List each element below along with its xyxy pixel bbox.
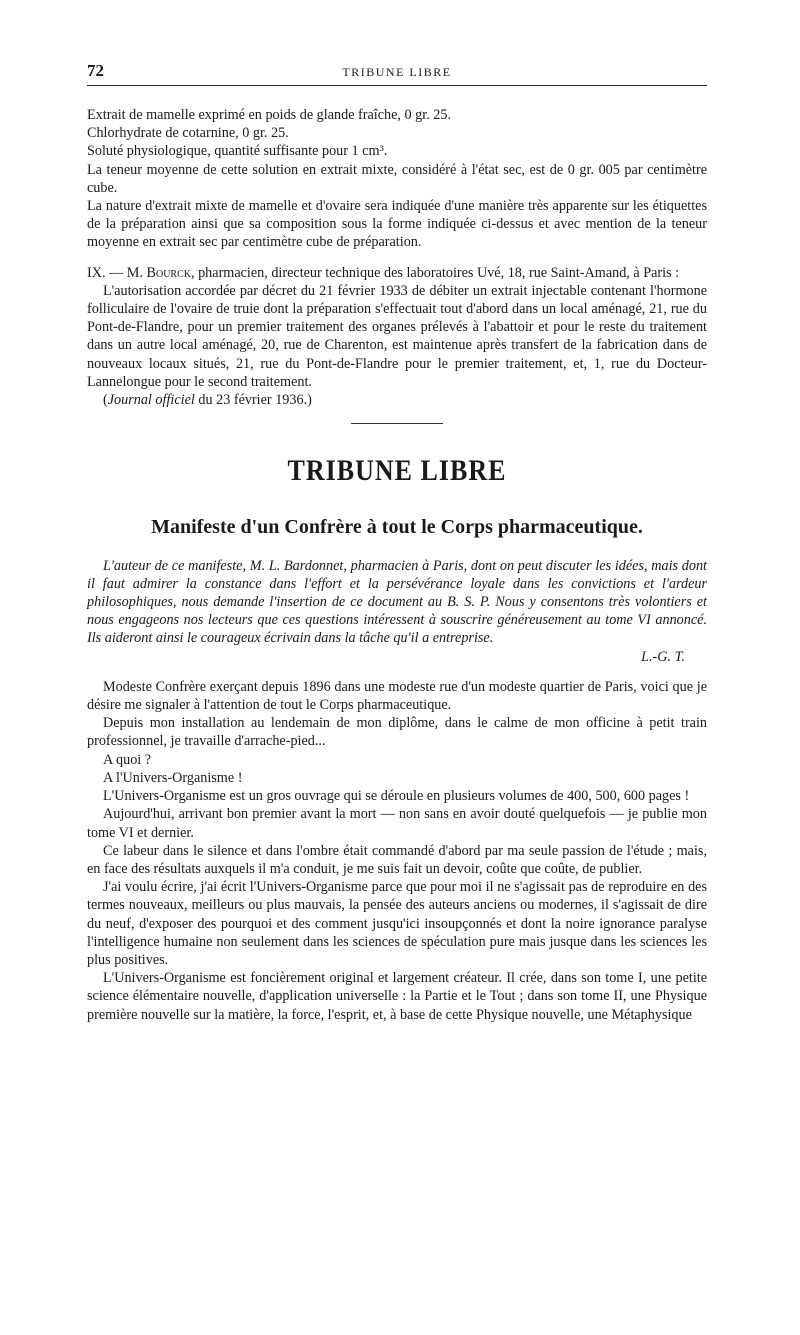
formula-line: Extrait de mamelle exprimé en poids de glande fraîche, 0 gr. 25. <box>87 107 452 123</box>
paragraph: La teneur moyenne de cette solution en extrait mixte, considéré à l'état sec, est de 0 gr. 005 par centimètre cube. <box>87 161 707 196</box>
source-citation: (Journal officiel du 23 février 1936.) <box>103 392 312 409</box>
paragraph: J'ai voulu écrire, j'ai écrit l'Univers-Organisme parce que pour moi il ne s'agissait pas de reproduire en des termes nouveaux, meilleurs ou plus mauvais, la pensée des auteurs anciens ou modernes, il s'agissait de dire du neuf, d'exposer des pourquoi et des comment jusqu'ici insoupçonnés et dont la noire ignorance paralyse l'intelligence humaine non seulement dans les sciences de spéculation pure mais jusque dans les sciences les plus positives. <box>87 879 707 968</box>
paragraph: A quoi ? <box>103 751 152 768</box>
item-ix-heading: IX. — M. Bourck, pharmacien, directeur technique des laboratoires Uvé, 18, rue Saint-Amand, à Paris : <box>87 264 680 281</box>
formula-line: Chlorhydrate de cotarnine, 0 gr. 25. <box>87 125 289 142</box>
paragraph: L'Univers-Organisme est un gros ouvrage qui se déroule en plusieurs volumes de 400, 500, 600 pages ! <box>103 788 690 805</box>
paragraph: A l'Univers-Organisme ! <box>103 769 243 786</box>
pharmacist-name: Bourck <box>146 264 191 281</box>
running-title: TRIBUNE LIBRE <box>342 65 452 79</box>
intro-text: L'auteur de ce manifeste, M. L. Bardonnet, pharmacien à Paris, dont on peut discuter les idées, mais dont il faut admirer la constance dans l'effort et la persévérance loyale dans les convictions et l'ardeur philosophiques, nous demande l'insertion de ce document au B. S. P. Nous y consentons très volontiers et nous engageons nos lecteurs que ces questions intéressent à souscrire généreusement au tome VI annoncé. Ils aideront ainsi le courageux écrivain dans la tâche qu'il a entreprise. <box>87 557 707 647</box>
editorial-intro <box>87 557 707 666</box>
paragraph: Depuis mon installation au lendemain de mon diplôme, dans le calme de mon officine à petit train professionnel, je travaille d'arrache-pied... <box>87 715 707 750</box>
page-number: 72 <box>87 61 104 80</box>
article-title: Manifeste d'un Confrère à tout le Corps pharmaceutique. <box>151 516 643 539</box>
paragraph: Aujourd'hui, arrivant bon premier avant la mort — non sans en avoir douté quelquefois — je publie mon tome VI et dernier. <box>87 806 707 841</box>
section-title: TRIBUNE LIBRE <box>287 454 507 487</box>
page <box>87 55 707 1024</box>
formula-line: Soluté physiologique, quantité suffisante pour 1 cm³. <box>87 143 388 160</box>
paragraph: Modeste Confrère exerçant depuis 1896 dans une modeste rue d'un modeste quartier de Paris, voici que je désire me signaler à l'attention de tout le Corps pharmaceutique. <box>87 678 707 714</box>
intro-signature: L.-G. T. <box>641 648 685 665</box>
paragraph: L'Univers-Organisme est foncièrement original et largement créateur. Il crée, dans son tome I, une petite science élémentaire nouvelle, d'application universelle : la Partie et le Tout ; dans son tome II, une Physique première nouvelle sur la matière, la force, l'esprit, et, à base de cette Physique nouvelle, une Métaphysique <box>87 970 707 1023</box>
page-body <box>87 106 707 1024</box>
paragraph: Ce labeur dans le silence et dans l'ombre était commandé d'abord par ma seule passion de l'étude ; mais, en face des résultats auxquels il m'a conduit, je me suis fait un devoir, coûte que coûte, de publier. <box>87 842 707 877</box>
paragraph: La nature d'extrait mixte de mamelle et d'ovaire sera indiquée d'une manière très apparente sur les étiquettes de la préparation ainsi que sa composition sous la forme indiquée ci-dessus et avec mention de la teneur moyenne en extrait sec par centimètre cube de préparation. <box>87 198 707 251</box>
separator-rule <box>351 423 443 424</box>
item-ix-paragraph: L'autorisation accordée par décret du 21 février 1933 de débiter un extrait injectable contenant l'hormone folliculaire de l'ovaire de truie dont la préparation s'effectuait tout d'abord dans un local aménagé, 21, rue du Pont-de-Flandre, pour un premier traitement des organes prélevés à l'abattoir et pour le reste du traitement dans un autre local aménagé, 20, rue de Charenton, est maintenue après transfert de la fabrication dans de nouveaux locaux situés, 21, rue du Pont-de-Flandre pour le premier traitement, et, 1, rue du Docteur-Lannelongue pour le second traitement. <box>87 282 707 390</box>
page-header <box>87 55 707 86</box>
